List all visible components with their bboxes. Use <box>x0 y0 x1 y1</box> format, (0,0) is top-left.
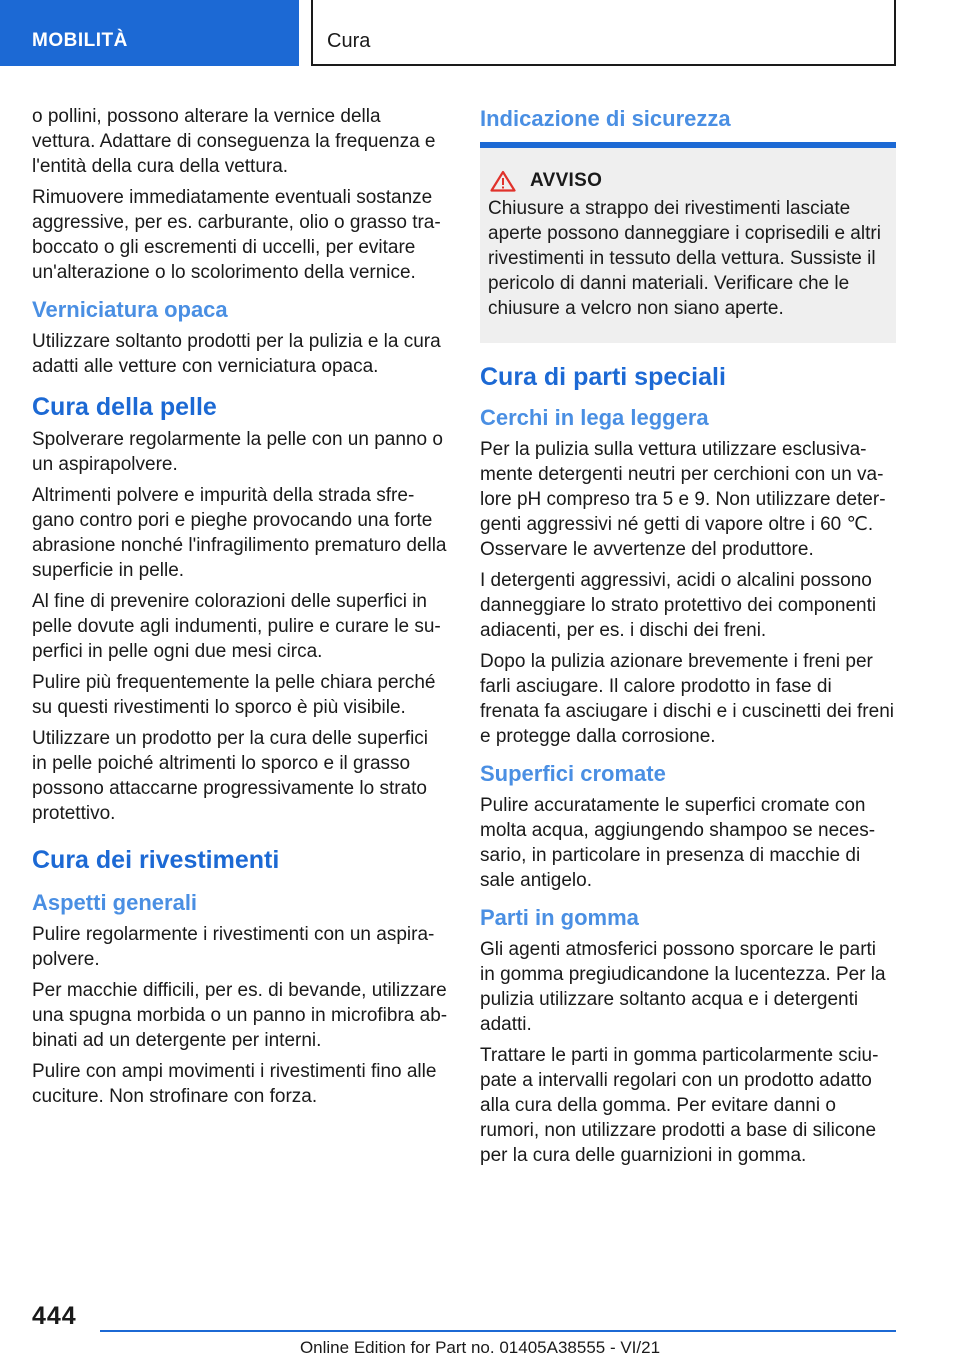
pelle-paragraph-4: Pulire più frequentemente la pelle chiara perché su questi rivestimenti lo sporco è più visibile. <box>32 672 436 718</box>
pelle-paragraph-2: Altrimenti polvere e impurità della strada sfregano contro pori e pieghe provocando una forte abrasione nonché l'infragilimento prematuro della superficie in pelle. <box>32 485 447 581</box>
chapter-title: Cura <box>327 30 371 52</box>
heading-cura-pelle: Cura della pelle <box>32 393 217 421</box>
warning-triangle-icon <box>490 170 516 192</box>
section-tab <box>0 0 299 66</box>
footer-edition: Online Edition for Part no. 01405A38555 - VI/21 <box>299 1338 661 1357</box>
pelle-paragraph-1: Spolverare regolarmente la pelle con un panno o un aspirapolvere. <box>32 429 443 475</box>
cerchi-paragraph-1: Per la pulizia sulla vettura utilizzare esclusivamente detergenti neutri per cerchioni con un valore pH compreso tra 5 e 9. Non utilizzare detergenti aggressivi né getti di vapore oltre i 60 ℃. Osservare le avvertenze del produttore. <box>480 439 886 560</box>
heading-superfici-cromate: Superfici cromate <box>480 761 666 786</box>
generali-paragraph-1: Pulire regolarmente i rivestimenti con un aspirapolvere. <box>32 924 435 970</box>
intro-paragraph-2: Rimuovere immediatamente eventuali sostanze aggressive, per es. carburante, olio o grasso traboccato o gli escrementi di uccelli, per evitare un'alterazione o lo scolorimento della vernice. <box>32 187 441 283</box>
intro-paragraph-1: o pollini, possono alterare la vernice della vettura. Adattare di conseguenza la frequenza e l'entità della cura della vettura. <box>32 106 436 177</box>
warning-box <box>480 148 896 343</box>
warning-text: Chiusure a strappo dei rivestimenti lasciate aperte possono danneggiare i coprisedili e altri rivestimenti in tessuto della vettura. Sussiste il pericolo di danni materiali. Verificare che le chiusure a velcro non siano aperte. <box>488 198 881 319</box>
heading-cura-parti-speciali: Cura di parti speciali <box>480 363 726 391</box>
cromate-paragraph: Pulire accuratamente le superfici cromate con molta acqua, aggiungendo shampoo se necessario, in particolare in presenza di macchie di sale antigelo. <box>480 795 876 891</box>
footer-divider <box>100 1330 896 1332</box>
heading-cerchi-lega: Cerchi in lega leggera <box>480 405 709 430</box>
pelle-paragraph-5: Utilizzare un prodotto per la cura delle superfici in pelle poiché altrimenti lo sporco e il grasso possono attaccarne progressivamente lo strato protettivo. <box>32 728 429 824</box>
pelle-paragraph-3: Al fine di prevenire colorazioni delle superfici in pelle dovute agli indumenti, pulire e curare le superfici in pelle ogni due mesi circa. <box>32 591 441 662</box>
page-number: 444 <box>32 1302 77 1330</box>
cerchi-paragraph-2: I detergenti aggressivi, acidi o alcalini possono danneggiare lo strato protettivo dei componenti adiacenti, per es. i dischi dei freni. <box>480 570 877 641</box>
section-title: MOBILITÀ <box>32 30 128 51</box>
right-column <box>480 104 896 1174</box>
cerchi-paragraph-3: Dopo la pulizia azionare brevemente i freni per farli asciugare. Il calore prodotto in fase di frenata fa asciugare i dischi e i cuscinetti dei freni e protegge dalla corrosione. <box>480 651 894 747</box>
gomma-paragraph-1: Gli agenti atmosferici possono sporcare le parti in gomma pregiudicandone la lucentezza. Per la pulizia utilizzare soltanto acqua e i detergenti adatti. <box>480 939 886 1035</box>
warning-title: AVVISO <box>530 170 603 191</box>
left-column <box>32 104 448 1115</box>
generali-paragraph-2: Per macchie difficili, per es. di bevande, utilizzare una spugna morbida o un panno in microfibra abbinati ad un detergente per interni. <box>32 980 448 1051</box>
heading-cura-rivestimenti: Cura dei rivestimenti <box>32 846 280 874</box>
chapter-tab <box>311 0 896 66</box>
gomma-paragraph-2: Trattare le parti in gomma particolarmente sciupate a intervalli regolari con un prodotto adatto alla cura della gomma. Per evitare danni o rumori, non utilizzare prodotti a base di silicone per la cura delle guarnizioni in gomma. <box>480 1045 879 1166</box>
generali-paragraph-3: Pulire con ampi movimenti i rivestimenti fino alle cuciture. Non strofinare con forza. <box>32 1061 437 1107</box>
heading-parti-gomma: Parti in gomma <box>480 905 639 930</box>
heading-indicazione-sicurezza: Indicazione di sicurezza <box>480 106 731 131</box>
heading-verniciatura-opaca: Verniciatura opaca <box>32 297 228 322</box>
warning-header <box>488 170 888 192</box>
heading-aspetti-generali: Aspetti generali <box>32 890 198 915</box>
opaca-paragraph: Utilizzare soltanto prodotti per la pulizia e la cura adatti alle vetture con verniciatura opaca. <box>32 331 441 377</box>
